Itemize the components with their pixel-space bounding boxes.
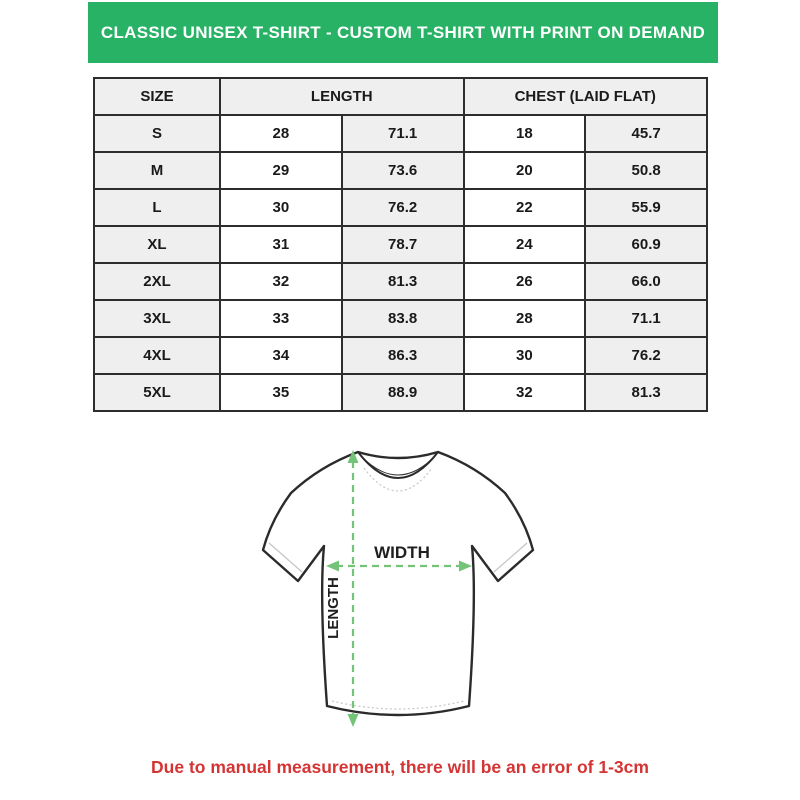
- size-cell: 2XL: [94, 263, 220, 300]
- length-label: LENGTH: [325, 577, 342, 639]
- size-row-l: [94, 189, 707, 226]
- length-in-cell: 30: [220, 189, 342, 226]
- measurement-note: Due to manual measurement, there will be an error of 1-3cm: [151, 757, 649, 777]
- size-cell: 5XL: [94, 374, 220, 411]
- length-in-cell: 34: [220, 337, 342, 374]
- tshirt-measurement-diagram: [245, 438, 555, 760]
- chest-in-cell: 28: [464, 300, 586, 337]
- chest-cm-cell: 55.9: [585, 189, 707, 226]
- chest-cm-cell: 60.9: [585, 226, 707, 263]
- size-cell: L: [94, 189, 220, 226]
- chest-cm-cell: 66.0: [585, 263, 707, 300]
- column-header-length: LENGTH: [220, 78, 464, 115]
- size-row-s: [94, 115, 707, 152]
- size-row-5xl: [94, 374, 707, 411]
- length-arrowhead-bottom: [348, 714, 359, 727]
- length-in-cell: 35: [220, 374, 342, 411]
- size-cell: 3XL: [94, 300, 220, 337]
- size-cell: S: [94, 115, 220, 152]
- length-cm-cell: 78.7: [342, 226, 464, 263]
- size-cell: M: [94, 152, 220, 189]
- size-row-xl: [94, 226, 707, 263]
- width-label: WIDTH: [374, 543, 430, 562]
- chest-in-cell: 18: [464, 115, 586, 152]
- size-row-3xl: [94, 300, 707, 337]
- size-row-m: [94, 152, 707, 189]
- chest-cm-cell: 76.2: [585, 337, 707, 374]
- length-cm-cell: 88.9: [342, 374, 464, 411]
- length-in-cell: 32: [220, 263, 342, 300]
- chest-cm-cell: 45.7: [585, 115, 707, 152]
- title-banner: [88, 2, 718, 63]
- size-cell: XL: [94, 226, 220, 263]
- length-cm-cell: 81.3: [342, 263, 464, 300]
- length-in-cell: 33: [220, 300, 342, 337]
- length-cm-cell: 83.8: [342, 300, 464, 337]
- chest-in-cell: 32: [464, 374, 586, 411]
- chest-in-cell: 20: [464, 152, 586, 189]
- chest-cm-cell: 50.8: [585, 152, 707, 189]
- chest-cm-cell: 71.1: [585, 300, 707, 337]
- length-cm-cell: 73.6: [342, 152, 464, 189]
- length-in-cell: 28: [220, 115, 342, 152]
- chest-in-cell: 24: [464, 226, 586, 263]
- column-header-size: SIZE: [94, 78, 220, 115]
- size-row-2xl: [94, 263, 707, 300]
- column-header-chest: CHEST (LAID FLAT): [464, 78, 708, 115]
- length-cm-cell: 86.3: [342, 337, 464, 374]
- chest-in-cell: 26: [464, 263, 586, 300]
- page-title: CLASSIC UNISEX T-SHIRT - CUSTOM T-SHIRT WITH PRINT ON DEMAND: [100, 22, 706, 42]
- length-cm-cell: 76.2: [342, 189, 464, 226]
- tshirt-illustration: [245, 438, 555, 760]
- size-cell: 4XL: [94, 337, 220, 374]
- length-in-cell: 29: [220, 152, 342, 189]
- size-chart-table: [93, 77, 708, 412]
- length-in-cell: 31: [220, 226, 342, 263]
- chest-in-cell: 22: [464, 189, 586, 226]
- table-header-row: [94, 78, 707, 115]
- size-row-4xl: [94, 337, 707, 374]
- chest-cm-cell: 81.3: [585, 374, 707, 411]
- length-cm-cell: 71.1: [342, 115, 464, 152]
- chest-in-cell: 30: [464, 337, 586, 374]
